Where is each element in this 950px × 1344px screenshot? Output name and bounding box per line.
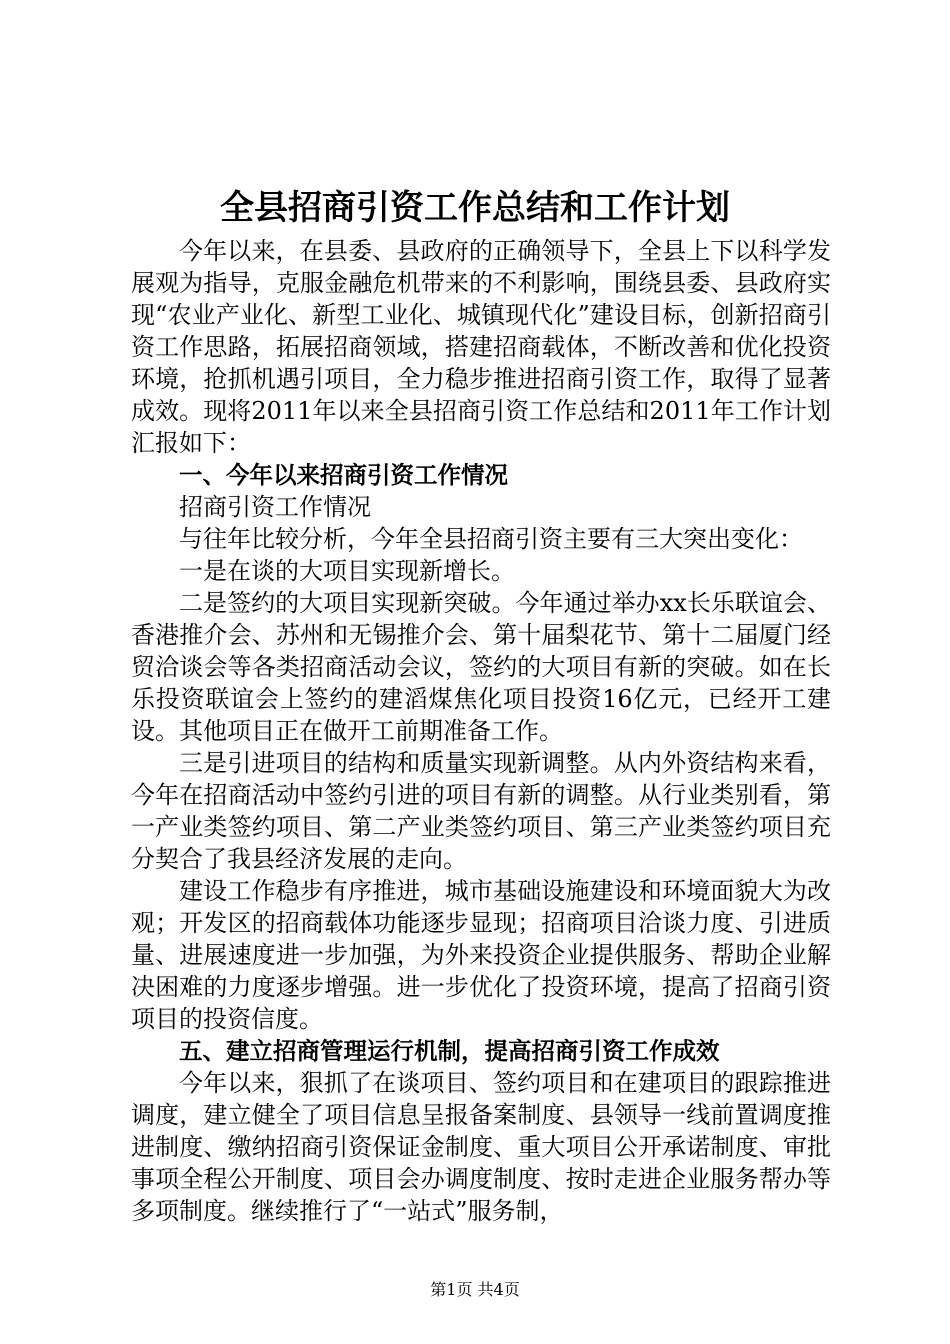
page-footer: 第1页 共4页 bbox=[430, 1280, 520, 1299]
body-paragraph: 今年以来，狠抓了在谈项目、签约项目和在建项目的跟踪推进调度，建立健全了项目信息呈报备案制度、县领导一线前置调度推进制度、缴纳招商引资保证金制度、重大项目公开承诺制度、审批事项全程公开制度、项目会办调度制度、按时走进企业服务帮办等多项制度。继续推行了“一站式”服务制， bbox=[131, 1069, 831, 1225]
body-paragraph: 建设工作稳步有序推进，城市基础设施建设和环境面貌大为改观；开发区的招商载体功能逐步显现；招商项目洽谈力度、引进质量、进展速度进一步加强，为外来投资企业提供服务、帮助企业解决困难的力度逐步增强。进一步优化了投资环境，提高了招商引资项目的投资信度。 bbox=[131, 877, 831, 1033]
body-paragraph: 一是在谈的大项目实现新增长。 bbox=[179, 557, 515, 585]
body-paragraph: 与往年比较分析，今年全县招商引资主要有三大突出变化： bbox=[179, 525, 803, 553]
body-paragraph: 招商引资工作情况 bbox=[179, 493, 371, 521]
section-heading-5: 五、建立招商管理运行机制，提高招商引资工作成效 bbox=[179, 1037, 720, 1065]
intro-paragraph: 今年以来，在县委、县政府的正确领导下，全县上下以科学发展观为指导，克服金融危机带来的不利影响，围绕县委、县政府实现“农业产业化、新型工业化、城镇现代化”建设目标，创新招商引资工作思路，拓展招商领域，搭建招商载体，不断改善和优化投资环境，抢抓机遇引项目，全力稳步推进招商引资工作，取得了显著成效。现将2011年以来全县招商引资工作总结和2011年工作计划汇报如下： bbox=[131, 237, 831, 457]
body-paragraph: 三是引进项目的结构和质量实现新调整。从内外资结构来看，今年在招商活动中签约引进的项目有新的调整。从行业类别看，第一产业类签约项目、第二产业类签约项目、第三产业类签约项目充分契合了我县经济发展的走向。 bbox=[131, 749, 831, 873]
document-title: 全县招商引资工作总结和工作计划 bbox=[220, 188, 730, 228]
body-paragraph: 二是签约的大项目实现新突破。今年通过举办xx长乐联谊会、香港推介会、苏州和无锡推介会、第十届梨花节、第十二届厦门经贸洽谈会等各类招商活动会议，签约的大项目有新的突破。如在长乐投资联谊会上签约的建滔煤焦化项目投资16亿元，已经开工建设。其他项目正在做开工前期准备工作。 bbox=[131, 589, 831, 745]
document-body bbox=[131, 235, 831, 1227]
section-heading-1: 一、今年以来招商引资工作情况 bbox=[179, 461, 508, 489]
